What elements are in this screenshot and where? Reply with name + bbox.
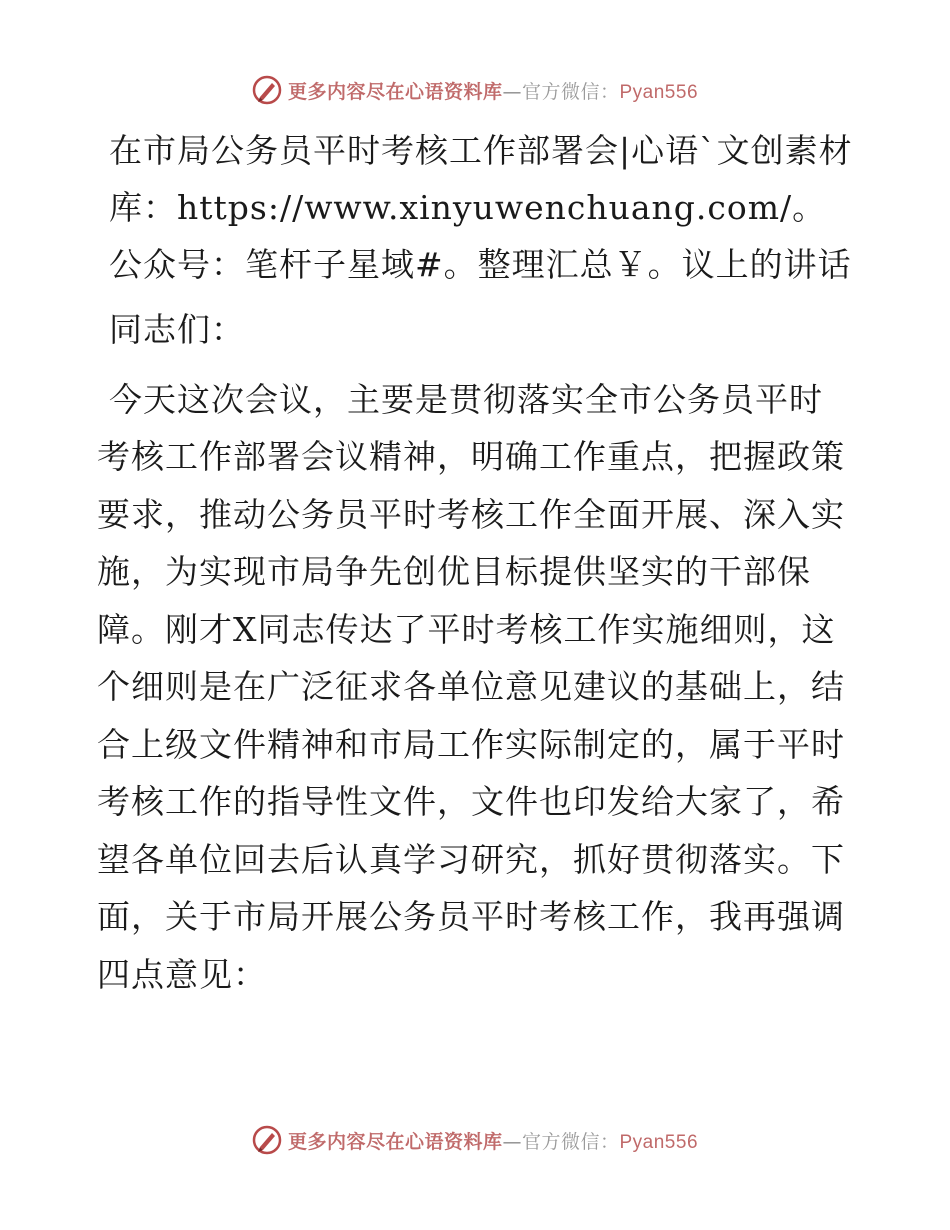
footer-banner xyxy=(0,1120,950,1160)
body-paragraph: 今天这次会议，主要是贯彻落实全市公务员平时考核工作部署会议精神，明确工作重点，把握政策要求，推动公务员平时考核工作全面开展、深入实施，为实现市局争先创优目标提供坚实的干部保障。刚才X同志传达了平时考核工作实施细则，这个细则是在广泛征求各单位意见建议的基础上，结合上级文件精神和市局工作实际制定的，属于平时考核工作的指导性文件，文件也印发给大家了，希望各单位回去后认真学习研究，抓好贯彻落实。下面，关于市局开展公务员平时考核工作，我再强调四点意见： xyxy=(97,379,845,994)
banner-main-text: 更多内容尽在心语资料库 xyxy=(287,80,503,103)
banner-separator: — xyxy=(502,1130,522,1153)
salutation: 同志们： xyxy=(109,310,245,349)
document-body xyxy=(97,122,853,1003)
wechat-label: 官方微信： xyxy=(521,1130,620,1153)
wechat-id: Pyan556 xyxy=(619,81,699,103)
banner-main-text: 更多内容尽在心语资料库 xyxy=(287,1130,503,1153)
pen-logo-icon xyxy=(252,1125,282,1155)
wechat-id: Pyan556 xyxy=(619,1131,699,1153)
header-banner xyxy=(0,70,950,110)
document-title: 在市局公务员平时考核工作部署会|心语`文创素材库：https://www.xinyuwenchuang.com/。公众号：笔杆子星域#。整理汇总￥。议上的讲话 xyxy=(109,131,853,284)
banner-text xyxy=(288,1127,698,1154)
wechat-label: 官方微信： xyxy=(521,80,620,103)
banner-text xyxy=(288,77,698,104)
pen-logo-icon xyxy=(252,75,282,105)
banner-separator: — xyxy=(502,80,522,103)
